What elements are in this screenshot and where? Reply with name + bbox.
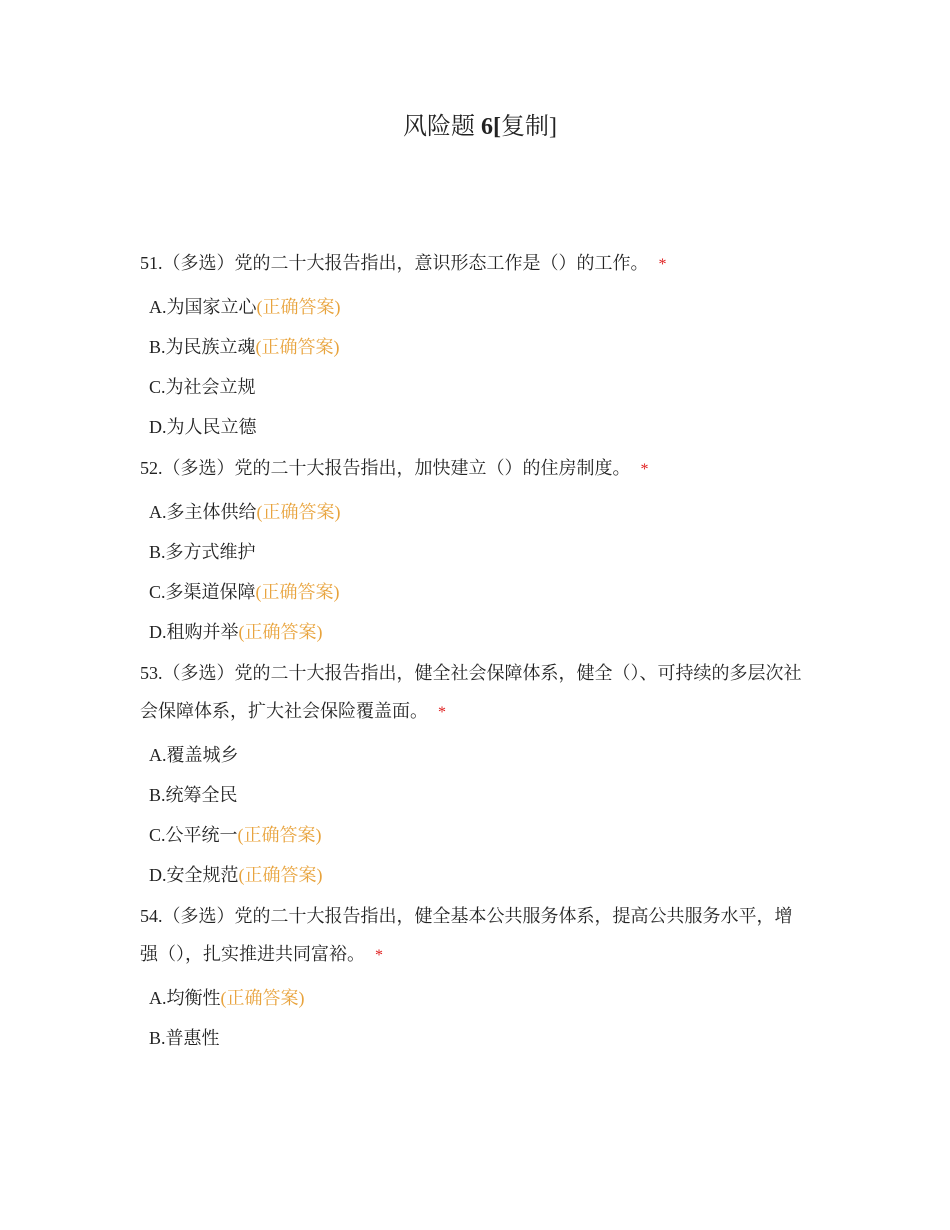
- question-list: [140, 244, 820, 1060]
- option-label: C.公平统一: [149, 825, 238, 845]
- required-mark: *: [658, 256, 667, 273]
- option-b[interactable]: [140, 775, 820, 815]
- option-b[interactable]: [140, 532, 820, 572]
- correct-answer-mark: (正确答案): [237, 825, 322, 845]
- question-51: [140, 244, 820, 447]
- title-prefix: 风险题: [403, 114, 481, 140]
- page-title: [0, 111, 950, 143]
- required-mark: *: [640, 461, 649, 478]
- option-a[interactable]: [140, 978, 820, 1018]
- option-b[interactable]: [140, 327, 820, 367]
- title-number: 6[: [481, 114, 501, 140]
- option-label: C.为社会立规: [149, 377, 256, 397]
- option-label: D.租购并举: [149, 622, 239, 642]
- option-label: A.多主体供给: [149, 502, 257, 522]
- option-c[interactable]: [140, 367, 820, 407]
- option-d[interactable]: [140, 407, 820, 447]
- correct-answer-mark: (正确答案): [255, 337, 340, 357]
- correct-answer-mark: (正确答案): [238, 865, 323, 885]
- option-label: C.多渠道保障: [149, 582, 256, 602]
- required-mark: *: [438, 704, 446, 721]
- option-label: D.为人民立德: [149, 417, 257, 437]
- option-label: A.覆盖城乡: [149, 745, 239, 765]
- correct-answer-mark: (正确答案): [255, 582, 340, 602]
- option-label: B.统筹全民: [149, 785, 238, 805]
- option-label: A.为国家立心: [149, 297, 257, 317]
- title-suffix: 复制]: [501, 114, 557, 140]
- option-label: B.多方式维护: [149, 542, 256, 562]
- question-52: [140, 449, 820, 652]
- option-b[interactable]: [140, 1018, 820, 1058]
- option-d[interactable]: [140, 612, 820, 652]
- option-a[interactable]: [140, 492, 820, 532]
- question-text-content: 51.（多选）党的二十大报告指出，意识形态工作是（）的工作。: [140, 253, 649, 273]
- option-a[interactable]: [140, 735, 820, 775]
- option-label: A.均衡性: [149, 988, 221, 1008]
- option-label: D.安全规范: [149, 865, 239, 885]
- required-mark: *: [375, 947, 383, 964]
- correct-answer-mark: (正确答案): [256, 297, 341, 317]
- question-text-content: 54.（多选）党的二十大报告指出，健全基本公共服务体系，提高公共服务水平，增强（），扎实推进共同富裕。: [140, 906, 793, 964]
- option-label: B.为民族立魂: [149, 337, 256, 357]
- question-54: [140, 897, 820, 1058]
- question-text: [140, 244, 810, 284]
- correct-answer-mark: (正确答案): [220, 988, 305, 1008]
- question-text-content: 53.（多选）党的二十大报告指出，健全社会保障体系，健全（）、可持续的多层次社会保障体系，扩大社会保险覆盖面。: [140, 663, 802, 721]
- correct-answer-mark: (正确答案): [238, 622, 323, 642]
- option-d[interactable]: [140, 855, 820, 895]
- question-text: [140, 654, 810, 732]
- option-c[interactable]: [140, 572, 820, 612]
- option-c[interactable]: [140, 815, 820, 855]
- question-53: [140, 654, 820, 895]
- question-text: [140, 897, 810, 975]
- option-label: B.普惠性: [149, 1028, 220, 1048]
- correct-answer-mark: (正确答案): [256, 502, 341, 522]
- question-text: [140, 449, 810, 489]
- option-a[interactable]: [140, 287, 820, 327]
- question-text-content: 52.（多选）党的二十大报告指出，加快建立（）的住房制度。: [140, 458, 631, 478]
